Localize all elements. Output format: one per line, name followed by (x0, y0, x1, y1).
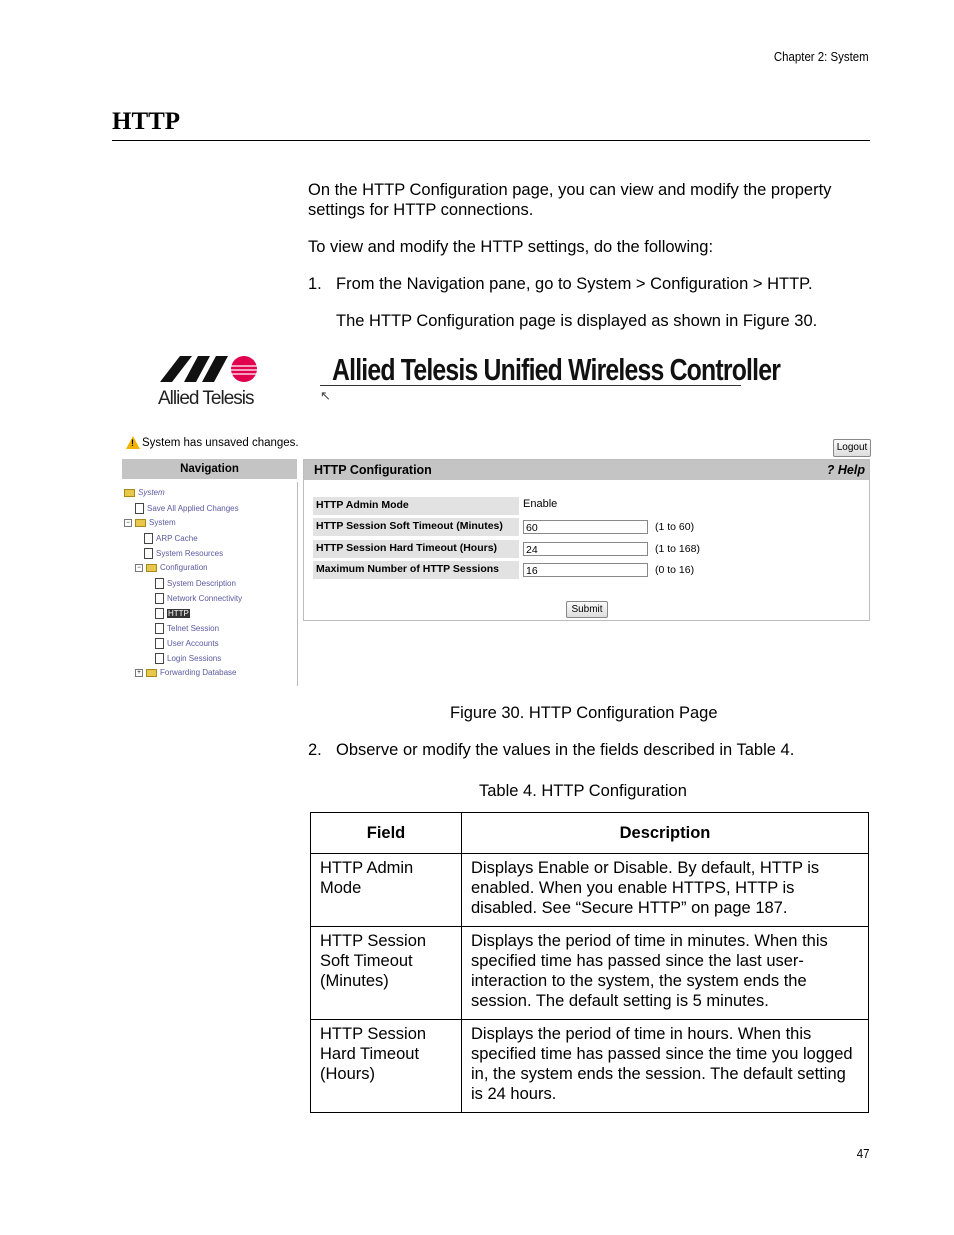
field-cell: HTTP Session Soft Timeout (Minutes) (311, 927, 462, 1020)
nav-item-system-description[interactable]: System Description (155, 578, 236, 589)
unsaved-warning (126, 436, 299, 449)
help-link[interactable]: ? Help (826, 463, 865, 477)
folder-open-icon (146, 564, 157, 572)
expand-icon[interactable]: + (135, 669, 143, 677)
document-icon (155, 623, 164, 634)
folder-open-icon (135, 519, 146, 527)
field-cell: HTTP Session Hard Timeout (Hours) (311, 1020, 462, 1113)
table-row (311, 927, 869, 1020)
document-icon (155, 638, 164, 649)
section-title: HTTP (112, 108, 181, 135)
mouse-cursor-icon: ↖ (320, 388, 331, 403)
submit-button[interactable]: Submit (566, 601, 608, 618)
nav-item-configuration[interactable]: − Configuration (135, 563, 208, 572)
logo-text: Allied Telesis (158, 388, 254, 409)
panel-header (304, 460, 869, 480)
warning-icon: ! (126, 436, 140, 449)
folder-open-icon (124, 489, 135, 497)
document-icon (155, 653, 164, 664)
nav-item-forwarding-database[interactable]: + Forwarding Database (135, 668, 236, 677)
panel-title: HTTP Configuration (314, 463, 432, 477)
intro-paragraph: On the HTTP Configuration page, you can view and modify the property settings for HTTP connections. (308, 181, 832, 219)
document-icon (135, 503, 144, 514)
table-row (311, 854, 869, 927)
collapse-icon[interactable]: − (124, 519, 132, 527)
step-number: 2. (308, 741, 322, 759)
page-number: 47 (856, 1146, 869, 1161)
step-number: 1. (308, 275, 322, 293)
nav-item-save-all[interactable]: Save All Applied Changes (135, 503, 239, 514)
description-cell: Displays the period of time in minutes. When this specified time has passed since the last user-interaction to the system, the system ends the session. The default setting is 5 minutes. (462, 927, 869, 1020)
nav-item-login-sessions[interactable]: Login Sessions (155, 653, 221, 664)
nav-item-network-connectivity[interactable]: Network Connectivity (155, 593, 242, 604)
logout-button[interactable]: Logout (833, 439, 871, 457)
step-result-text: The HTTP Configuration page is displayed as shown in Figure 30. (336, 312, 818, 330)
running-header: Chapter 2: System (774, 49, 869, 64)
column-header-field: Field (311, 813, 462, 854)
nav-item-user-accounts[interactable]: User Accounts (155, 638, 219, 649)
max-sessions-input[interactable]: 16 (523, 563, 648, 577)
app-banner: Allied Telesis Unified Wireless Controller (332, 352, 781, 387)
folder-closed-icon (146, 669, 157, 677)
nav-item-telnet-session[interactable]: Telnet Session (155, 623, 219, 634)
http-config-table (310, 812, 869, 1113)
table-row (311, 1020, 869, 1113)
soft-timeout-range: (1 to 60) (655, 521, 695, 533)
http-config-panel (303, 459, 870, 621)
column-header-description: Description (462, 813, 869, 854)
step-text: From the Navigation pane, go to System > Configuration > HTTP. (336, 275, 813, 293)
document-icon (144, 548, 153, 559)
nav-item-system-root[interactable]: System (124, 488, 165, 497)
document-icon (155, 593, 164, 604)
description-cell: Displays Enable or Disable. By default, HTTP is enabled. When you enable HTTPS, HTTP is disabled. See “Secure HTTP” on page 187. (462, 854, 869, 927)
allied-telesis-logo (158, 352, 263, 412)
collapse-icon[interactable]: − (135, 564, 143, 572)
hard-timeout-range: (1 to 168) (655, 543, 700, 555)
document-icon (155, 608, 164, 619)
field-label-max-sessions: Maximum Number of HTTP Sessions (313, 561, 519, 579)
nav-item-system[interactable]: − System (124, 518, 176, 527)
nav-header: Navigation (122, 459, 297, 479)
nav-item-system-resources[interactable]: System Resources (144, 548, 223, 559)
hard-timeout-input[interactable]: 24 (523, 542, 648, 556)
admin-mode-value: Enable (523, 498, 558, 510)
warning-text: System has unsaved changes. (142, 436, 299, 449)
field-cell: HTTP Admin Mode (311, 854, 462, 927)
document-icon (155, 578, 164, 589)
nav-item-arp-cache[interactable]: ARP Cache (144, 533, 198, 544)
field-label-soft-timeout: HTTP Session Soft Timeout (Minutes) (313, 518, 519, 536)
description-cell: Displays the period of time in hours. When this specified time has passed since the time you logged in, the system ends the session. The default setting is 24 hours. (462, 1020, 869, 1113)
figure-screenshot (118, 350, 874, 686)
max-sessions-range: (0 to 16) (655, 564, 695, 576)
step-text: Observe or modify the values in the fields described in Table 4. (336, 741, 795, 759)
field-label-admin-mode: HTTP Admin Mode (313, 497, 519, 515)
nav-tree (122, 482, 298, 686)
field-label-hard-timeout: HTTP Session Hard Timeout (Hours) (313, 540, 519, 558)
banner-underline (320, 385, 741, 386)
intro-instruction: To view and modify the HTTP settings, do the following: (308, 238, 714, 256)
logo-mark-icon (158, 352, 263, 390)
document-icon (144, 533, 153, 544)
table-caption: Table 4. HTTP Configuration (479, 782, 687, 800)
soft-timeout-input[interactable]: 60 (523, 520, 648, 534)
nav-item-http[interactable]: HTTP (155, 608, 190, 619)
figure-caption: Figure 30. HTTP Configuration Page (450, 704, 718, 722)
section-rule (112, 140, 870, 141)
